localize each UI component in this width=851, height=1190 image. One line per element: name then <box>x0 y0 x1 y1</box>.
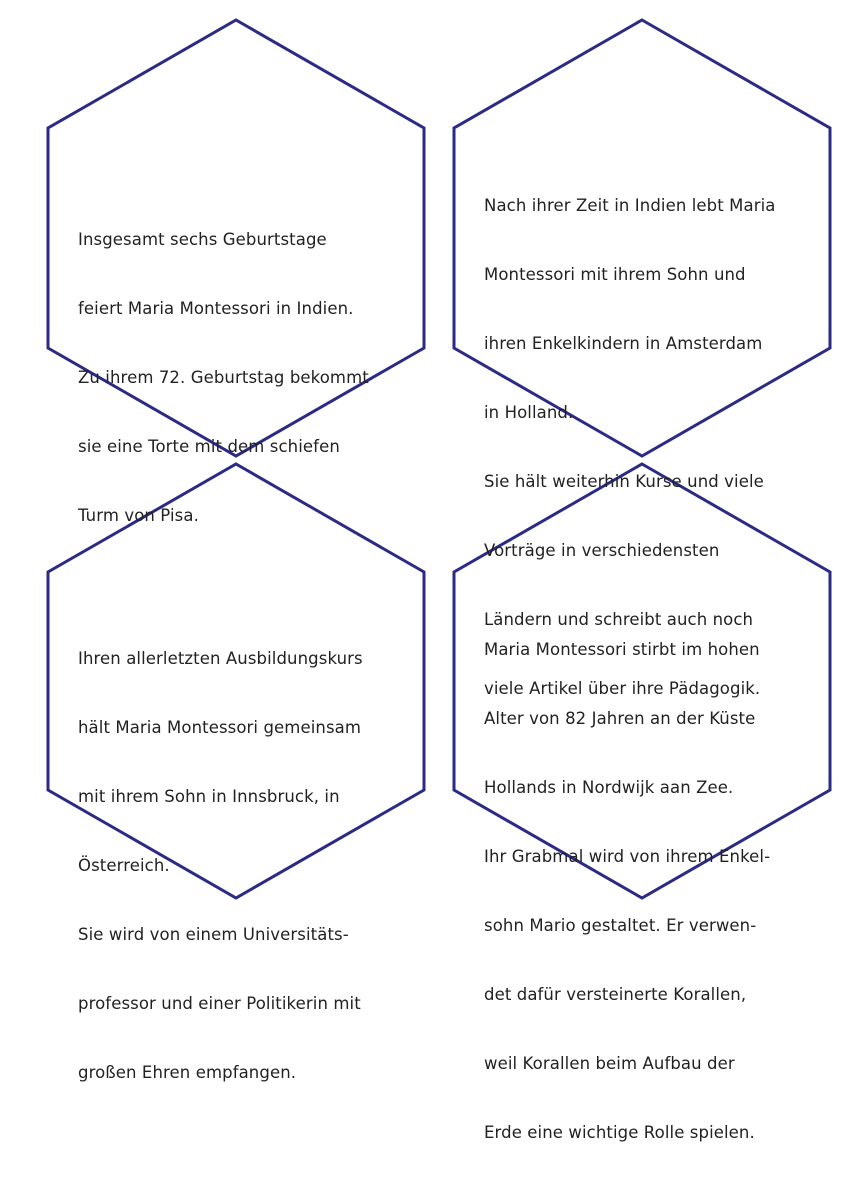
card-3-line: Österreich. <box>78 856 170 875</box>
card-2-line: viele Artikel über ihre Pädagogik. <box>484 679 761 698</box>
hexagon-card-text-1 <box>78 182 369 573</box>
card-3-line: hält Maria Montessori gemeinsam <box>78 718 362 737</box>
card-3-line: Ihren allerletzten Ausbildungskurs <box>78 649 363 668</box>
card-4-line: det dafür versteinerte Korallen, <box>484 985 747 1004</box>
card-1-line: feiert Maria Montessori in Indien. <box>78 299 354 318</box>
card-1-line: sie eine Torte mit dem schiefen <box>78 437 340 456</box>
card-2-line: Vorträge in verschiedensten <box>484 541 720 560</box>
card-4-line: Erde eine wichtige Rolle spielen. <box>484 1123 755 1142</box>
card-4-line: Maria Montessori stirbt im hohen <box>484 640 760 659</box>
card-1-line: Insgesamt sechs Geburtstage <box>78 230 327 249</box>
card-4-line: Alter von 82 Jahren an der Küste <box>484 709 756 728</box>
hexagon-card-text-3 <box>78 601 363 1130</box>
card-4-line: weil Korallen beim Aufbau der <box>484 1054 735 1073</box>
card-2-line: Nach ihrer Zeit in Indien lebt Maria <box>484 196 776 215</box>
card-3-line: professor und einer Politikerin mit <box>78 994 361 1013</box>
card-3-line: Sie wird von einem Universitäts- <box>78 925 349 944</box>
card-2-line: ihren Enkelkindern in Amsterdam <box>484 334 763 353</box>
card-3-line: großen Ehren empfangen. <box>78 1063 297 1082</box>
card-3-line: mit ihrem Sohn in Innsbruck, in <box>78 787 340 806</box>
card-4-line: sohn Mario gestaltet. Er verwen- <box>484 916 757 935</box>
card-2-line: in Holland. <box>484 403 574 422</box>
card-2-line: Sie hält weiterhin Kurse und viele <box>484 472 764 491</box>
card-2-line: Ländern und schreibt auch noch <box>484 610 754 629</box>
card-4-line: Ihr Grabmal wird von ihrem Enkel- <box>484 847 771 866</box>
card-4-line: Hollands in Nordwijk aan Zee. <box>484 778 734 797</box>
card-1-line: Turm von Pisa. <box>78 506 199 525</box>
card-1-line: Zu ihrem 72. Geburtstag bekommt <box>78 368 369 387</box>
hexagon-card-text-4 <box>484 592 770 1190</box>
card-2-line: Montessori mit ihrem Sohn und <box>484 265 746 284</box>
